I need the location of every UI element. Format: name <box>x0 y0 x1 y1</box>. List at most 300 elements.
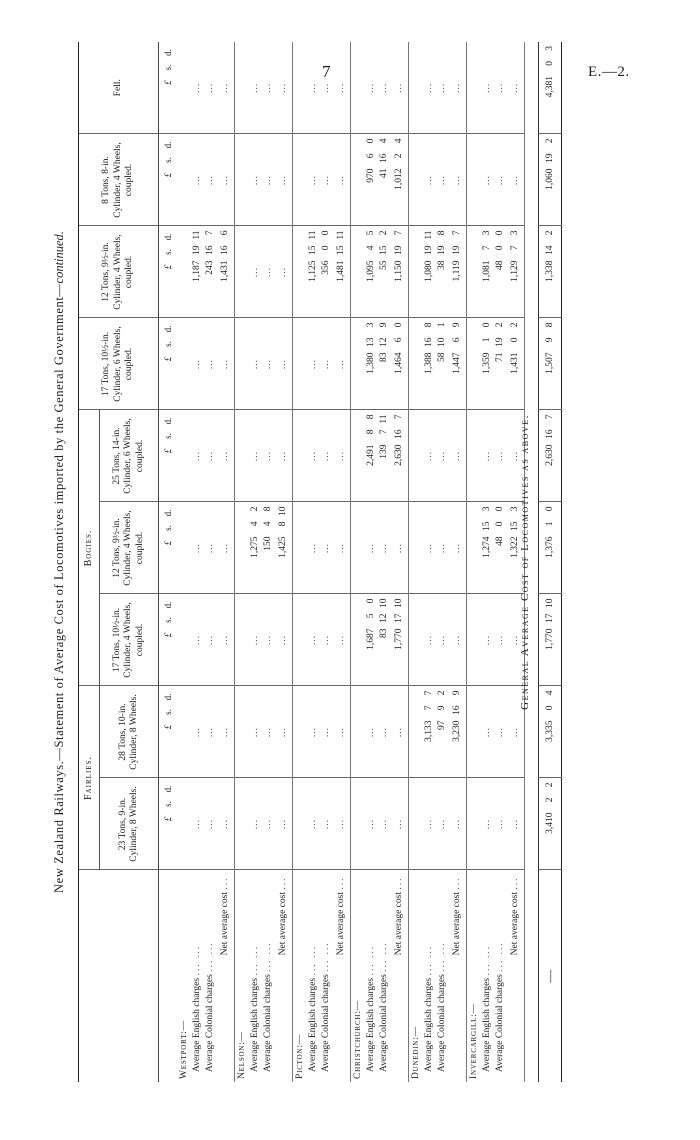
amount-pence: 8 <box>365 414 376 420</box>
amount-pence: 8 <box>423 322 434 328</box>
empty-cell <box>235 42 249 134</box>
amount-cell: ... <box>306 594 319 686</box>
empty-cell <box>409 410 423 502</box>
amount-cell <box>377 226 390 318</box>
amount-cell: ... <box>319 594 332 686</box>
amount-shillings: 19 <box>452 245 462 255</box>
row-label: Average English charges <box>307 977 318 1072</box>
amount-shillings: 12 <box>378 337 389 347</box>
amount-shillings: 5 <box>365 613 376 619</box>
row-label: Average Colonial charges <box>436 974 447 1072</box>
shilling-unit: s. <box>162 64 173 71</box>
general-average-table <box>538 42 562 1082</box>
amount-cell <box>422 686 435 778</box>
empty-cell <box>177 318 190 410</box>
amount-cell: ... <box>448 410 467 502</box>
amount-cell: ... <box>274 226 293 318</box>
amount-shillings: 0 <box>545 705 555 711</box>
amount-cell: ... <box>435 502 448 594</box>
amount-cell: ... <box>306 318 319 410</box>
amount-cell <box>422 318 435 410</box>
amount-cell <box>435 318 448 410</box>
amount-pounds: 1,322 <box>510 536 520 558</box>
amount-cell: ... <box>248 686 261 778</box>
amount-pounds: 3,133 <box>423 720 434 742</box>
amount-pounds: 1,770 <box>545 628 555 650</box>
amount-pence: 8 <box>436 230 447 236</box>
amount-cell: ... <box>332 134 351 226</box>
amount-cell <box>493 502 506 594</box>
region-header-row <box>293 42 307 1082</box>
amount-cell <box>319 226 332 318</box>
shilling-unit: s. <box>162 709 173 715</box>
pound-unit: £ <box>162 540 173 546</box>
amount-pounds: 243 <box>204 260 215 275</box>
empty-cell <box>351 502 365 594</box>
amount-cell <box>480 318 493 410</box>
amount-cell: ... <box>493 134 506 226</box>
empty-cell <box>235 410 249 502</box>
row-label: Average English charges <box>481 977 492 1072</box>
row-label: Average English charges <box>365 977 376 1072</box>
units-cell <box>159 410 178 502</box>
amount-cell: ... <box>506 134 525 226</box>
amount-cell: ... <box>203 686 216 778</box>
amount-cell: ... <box>364 502 377 594</box>
colonial-charges-row <box>377 42 390 1082</box>
amount-cell: ... <box>274 594 293 686</box>
empty-cell <box>467 134 481 226</box>
amount-cell <box>448 318 467 410</box>
empty-cell <box>409 594 423 686</box>
amount-pounds: 970 <box>365 168 376 183</box>
amount-cell: ... <box>190 134 203 226</box>
amount-cell: ... <box>203 134 216 226</box>
amount-shillings: 7 <box>423 705 434 711</box>
amount-pence: 11 <box>378 414 389 424</box>
amount-pounds: 356 <box>320 260 331 275</box>
amount-cell <box>364 594 377 686</box>
amount-cell <box>216 226 235 318</box>
amount-pence: 11 <box>336 230 346 240</box>
amount-cell: ... <box>493 42 506 134</box>
row-label: Average Colonial charges <box>494 974 505 1072</box>
amount-pence: 2 <box>510 322 520 328</box>
empty-cell <box>177 686 190 778</box>
amount-cell: ... <box>435 42 448 134</box>
empty-cell <box>177 42 190 134</box>
amount-pounds: 83 <box>378 352 389 362</box>
amount-pence: 3 <box>510 506 520 512</box>
amount-cell: ... <box>319 410 332 502</box>
amount-cell: ... <box>190 686 203 778</box>
row-leader: ... <box>220 876 230 890</box>
amount-cell: ... <box>306 410 319 502</box>
amount-shillings: 4 <box>249 521 260 527</box>
amount-cell: ... <box>306 134 319 226</box>
colonial-charges-row <box>261 42 274 1082</box>
amount-pounds: 1,012 <box>394 168 404 190</box>
pence-unit: d. <box>162 601 173 609</box>
amount-cell: ... <box>319 42 332 134</box>
amount-pence: 0 <box>494 506 505 512</box>
amount-cell: ... <box>319 778 332 870</box>
empty-cell <box>293 594 307 686</box>
empty-cell <box>235 778 249 870</box>
row-label: Net average cost <box>336 892 346 956</box>
units-cell <box>159 594 178 686</box>
group-fairlies: Fairlies. <box>79 686 100 870</box>
amount-pounds: 97 <box>436 720 447 730</box>
amount-shillings: 19 <box>394 245 404 255</box>
amount-cell: ... <box>390 686 409 778</box>
amount-cell <box>448 686 467 778</box>
amount-cell: ... <box>261 42 274 134</box>
row-label: Average Colonial charges <box>320 974 331 1072</box>
pound-unit: £ <box>162 632 173 638</box>
amount-pounds: 1,770 <box>394 628 404 650</box>
amount-cell: ... <box>506 594 525 686</box>
amount-cell: ... <box>435 594 448 686</box>
amount-cell: ... <box>216 318 235 410</box>
amount-cell <box>390 594 409 686</box>
amount-shillings: 14 <box>545 245 555 255</box>
column-header: 12 Tons, 9½-in. Cylinder, 4 Wheels, coupled. <box>100 502 159 594</box>
amount-cell: ... <box>319 686 332 778</box>
amount-cell: ... <box>332 502 351 594</box>
row-label: Average English charges <box>249 977 260 1072</box>
amount-cell: ... <box>422 778 435 870</box>
amount-cell <box>390 318 409 410</box>
amount-shillings: 17 <box>545 613 555 623</box>
amount-cell <box>480 502 493 594</box>
amount-cell <box>435 226 448 318</box>
shilling-unit: s. <box>162 249 173 255</box>
amount-cell: ... <box>261 226 274 318</box>
amount-cell <box>261 502 274 594</box>
amount-cell: ... <box>332 778 351 870</box>
amount-shillings: 7 <box>510 245 520 251</box>
amount-pence: 0 <box>365 138 376 144</box>
empty-cell <box>293 134 307 226</box>
label-column-header <box>79 870 159 1082</box>
amount-cell: ... <box>332 594 351 686</box>
colonial-charges-row <box>203 42 216 1082</box>
amount-cell <box>364 134 377 226</box>
amount-shillings: 16 <box>378 153 389 163</box>
empty-cell <box>467 686 481 778</box>
colonial-charges-row <box>493 42 506 1082</box>
amount-pence: 0 <box>365 598 376 604</box>
amount-cell: ... <box>216 686 235 778</box>
amount-cell: ... <box>306 42 319 134</box>
amount-shillings: 9 <box>545 337 555 343</box>
pence-unit: d. <box>162 141 173 149</box>
row-leader: ... <box>394 876 404 890</box>
row-leader: ... ... <box>249 944 260 976</box>
amount-cell: ... <box>480 686 493 778</box>
pence-unit: d. <box>162 325 173 333</box>
empty-cell <box>235 502 249 594</box>
amount-pounds: 48 <box>494 260 505 270</box>
pound-unit: £ <box>162 172 173 178</box>
net-average-row <box>332 42 351 1082</box>
amount-pounds: 3,230 <box>452 720 462 742</box>
amount-pence: 7 <box>394 414 404 420</box>
amount-cell: ... <box>435 778 448 870</box>
empty-cell <box>293 502 307 594</box>
amount-shillings: 15 <box>378 245 389 255</box>
empty-cell <box>293 410 307 502</box>
amount-cell: ... <box>332 42 351 134</box>
amount-cell: ... <box>377 778 390 870</box>
empty-cell <box>467 226 481 318</box>
column-header: 23 Tons, 9-in. Cylinder, 8 Wheels. <box>100 778 159 870</box>
document-code: E.—2. <box>588 64 630 80</box>
row-label: Net average cost <box>510 892 520 956</box>
empty-cell <box>293 226 307 318</box>
amount-pence: 10 <box>278 506 288 516</box>
amount-cell: ... <box>248 226 261 318</box>
amount-pence: 2 <box>249 506 260 512</box>
english-charges-label <box>480 870 493 1082</box>
amount-pence: 2 <box>545 138 555 144</box>
column-header: 17 Tons, 10½-in. Cylinder, 4 Wheels, coupled. <box>100 594 159 686</box>
column-header: 8 Tons, 8-in. Cylinder, 4 Wheels, coupled. <box>79 134 159 226</box>
amount-pounds: 1,388 <box>423 352 434 374</box>
english-charges-label <box>422 870 435 1082</box>
amount-pence: 1 <box>436 322 447 328</box>
region-header-row <box>351 42 365 1082</box>
english-charges-row <box>190 42 203 1082</box>
amount-cell: ... <box>448 594 467 686</box>
column-header: 28 Tons, 10-in. Cylinder, 8 Wheels. <box>100 686 159 778</box>
amount-shillings: 19 <box>191 245 202 255</box>
amount-cell: ... <box>203 778 216 870</box>
group-header-row <box>79 42 100 1082</box>
amount-pounds: 41 <box>378 168 389 178</box>
amount-cell: ... <box>203 502 216 594</box>
amount-shillings: 12 <box>378 613 389 623</box>
empty-cell <box>235 134 249 226</box>
empty-cell <box>467 42 481 134</box>
shilling-unit: s. <box>162 525 173 531</box>
empty-cell <box>467 778 481 870</box>
region-header-row <box>467 42 481 1082</box>
empty-cell <box>351 686 365 778</box>
english-charges-label <box>364 870 377 1082</box>
region-header-row <box>177 42 190 1082</box>
region-header-row <box>409 42 423 1082</box>
colonial-charges-row <box>435 42 448 1082</box>
amount-cell: ... <box>274 410 293 502</box>
amount-pence: 0 <box>545 506 555 512</box>
amount-shillings: 8 <box>278 521 288 527</box>
amount-shillings: 17 <box>394 613 404 623</box>
amount-cell: ... <box>261 134 274 226</box>
row-leader: ... ... <box>365 944 376 976</box>
amount-cell: ... <box>190 502 203 594</box>
net-average-label <box>332 870 351 1082</box>
units-spacer <box>159 870 178 1082</box>
amount-cell: ... <box>435 410 448 502</box>
row-label: Average English charges <box>191 977 202 1072</box>
pence-unit: d. <box>162 49 173 56</box>
amount-pounds: 2,491 <box>365 444 376 466</box>
amount-pounds: 1,431 <box>510 352 520 374</box>
statement-title <box>52 42 67 1082</box>
amount-shillings: 13 <box>365 337 376 347</box>
amount-cell: ... <box>332 686 351 778</box>
empty-cell <box>409 226 423 318</box>
amount-pence: 2 <box>494 322 505 328</box>
amount-pounds: 1,376 <box>545 536 555 558</box>
amount-cell <box>390 226 409 318</box>
amount-cell: ... <box>248 594 261 686</box>
amount-pounds: 1,359 <box>481 352 492 374</box>
amount-cell <box>364 410 377 502</box>
amount-cell: ... <box>190 594 203 686</box>
amount-pounds: 1,119 <box>452 260 462 282</box>
amount-cell: ... <box>261 778 274 870</box>
amount-shillings: 15 <box>481 521 492 531</box>
amount-shillings: 19 <box>494 337 505 347</box>
region-name: Nelson:— <box>236 1031 247 1079</box>
empty-cell <box>293 42 307 134</box>
amount-cell: ... <box>422 42 435 134</box>
amount-pence: 7 <box>545 414 555 420</box>
amount-cell: ... <box>390 778 409 870</box>
english-charges-label <box>306 870 319 1082</box>
page-number: 7 <box>322 62 331 81</box>
amount-cell <box>539 502 562 594</box>
amount-pounds: 2,630 <box>545 444 555 466</box>
amount-pounds: 1,481 <box>336 260 346 282</box>
column-header: 17 Tons, 10½-in. Cylinder, 6 Wheels, coupled. <box>79 318 159 410</box>
row-label: Net average cost <box>452 892 462 956</box>
amount-shillings: 0 <box>545 61 555 66</box>
amount-pence: 10 <box>378 598 389 608</box>
english-charges-label <box>248 870 261 1082</box>
empty-cell <box>409 42 423 134</box>
shilling-unit: s. <box>162 433 173 439</box>
amount-pence: 9 <box>452 322 462 328</box>
amount-shillings: 16 <box>394 429 404 439</box>
amount-pence: 11 <box>307 230 318 240</box>
net-average-label <box>390 870 409 1082</box>
shilling-unit: s. <box>162 341 173 347</box>
row-leader: ... ... <box>191 944 202 976</box>
amount-shillings: 15 <box>307 245 318 255</box>
shilling-unit: s. <box>162 801 173 807</box>
amount-cell: ... <box>248 778 261 870</box>
amount-cell <box>274 502 293 594</box>
amount-cell: ... <box>248 318 261 410</box>
amount-shillings: 6 <box>365 153 376 159</box>
amount-cell: ... <box>448 502 467 594</box>
amount-cell: ... <box>261 686 274 778</box>
row-leader: ... <box>452 876 462 890</box>
shilling-unit: s. <box>162 617 173 623</box>
amount-shillings: 16 <box>423 337 434 347</box>
amount-shillings: 19 <box>436 245 447 255</box>
amount-cell: ... <box>248 42 261 134</box>
pound-unit: £ <box>162 80 173 85</box>
amount-cell: ... <box>190 42 203 134</box>
row-leader: ... ... <box>494 941 505 972</box>
amount-shillings: 1 <box>545 521 555 527</box>
amount-pounds: 1,060 <box>545 168 555 190</box>
amount-cell: ... <box>364 686 377 778</box>
amount-cell <box>435 686 448 778</box>
units-cell <box>159 502 178 594</box>
column-header: 25 Tons, 14-in. Cylinder, 6 Wheels, coupled. <box>100 410 159 502</box>
amount-cell: ... <box>216 502 235 594</box>
amount-cell: ... <box>364 778 377 870</box>
amount-shillings: 16 <box>220 245 230 255</box>
net-average-label <box>448 870 467 1082</box>
amount-pounds: 48 <box>494 536 505 546</box>
empty-cell <box>177 134 190 226</box>
amount-cell <box>539 686 562 778</box>
amount-cell: ... <box>506 42 525 134</box>
amount-pence: 4 <box>394 138 404 144</box>
amount-pounds: 1,129 <box>510 260 520 282</box>
amount-pounds: 71 <box>494 352 505 362</box>
row-leader: ... <box>336 876 346 890</box>
row-leader: ... ... <box>423 944 434 976</box>
amount-cell: ... <box>203 410 216 502</box>
amount-pence: 0 <box>481 322 492 328</box>
colonial-charges-label <box>377 870 390 1082</box>
amount-cell: ... <box>422 594 435 686</box>
amount-cell: ... <box>390 42 409 134</box>
amount-pounds: 4,381 <box>545 76 555 98</box>
amount-cell: ... <box>216 778 235 870</box>
empty-cell <box>467 502 481 594</box>
amount-cell: ... <box>261 594 274 686</box>
amount-pounds: 1,150 <box>394 260 404 282</box>
colonial-charges-row <box>319 42 332 1082</box>
english-charges-row <box>248 42 261 1082</box>
amount-cell <box>493 226 506 318</box>
units-cell <box>159 226 178 318</box>
amount-pounds: 1,274 <box>481 536 492 558</box>
amount-cell: ... <box>506 686 525 778</box>
pound-unit: £ <box>162 264 173 270</box>
english-charges-row <box>306 42 319 1082</box>
row-leader: ... ... <box>436 941 447 972</box>
amount-cell <box>539 226 562 318</box>
cost-table <box>78 42 525 1082</box>
empty-cell <box>409 502 423 594</box>
amount-cell: ... <box>306 686 319 778</box>
amount-shillings: 7 <box>378 429 389 435</box>
row-leader: ... <box>510 876 520 890</box>
amount-pence: 6 <box>220 230 230 236</box>
amount-cell <box>539 594 562 686</box>
empty-cell <box>177 226 190 318</box>
amount-shillings: 10 <box>436 337 447 347</box>
amount-pounds: 55 <box>378 260 389 270</box>
amount-shillings: 16 <box>545 429 555 439</box>
amount-cell: ... <box>506 410 525 502</box>
amount-pounds: 1,687 <box>365 628 376 650</box>
amount-pounds: 1,447 <box>452 352 462 374</box>
amount-pence: 11 <box>191 230 202 240</box>
amount-pounds: 38 <box>436 260 447 270</box>
amount-pence: 2 <box>545 230 555 236</box>
